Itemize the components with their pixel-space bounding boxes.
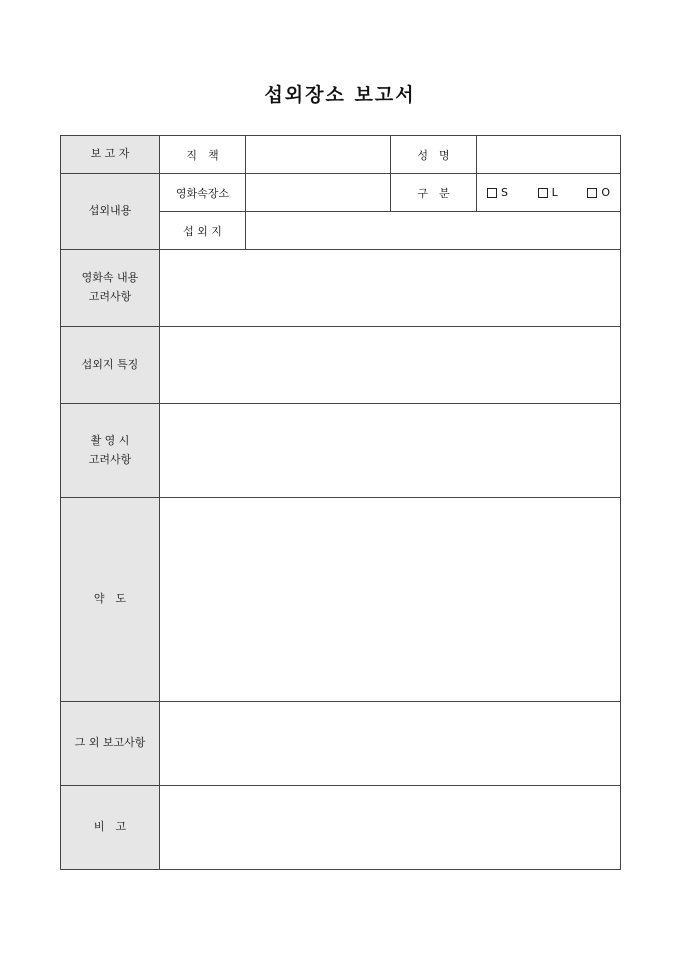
reporter-row [61, 136, 621, 174]
sketch-field[interactable] [160, 498, 621, 702]
shooting-row [61, 404, 621, 498]
other-report-field[interactable] [160, 702, 621, 786]
reporter-label: 보 고 자 [61, 136, 160, 174]
location-features-label: 섭외지 특징 [61, 327, 160, 404]
position-label: 직 책 [160, 136, 246, 174]
checkbox-l[interactable] [538, 188, 548, 198]
features-row [61, 327, 621, 404]
remarks-field[interactable] [160, 786, 621, 870]
report-form [60, 135, 621, 870]
sketch-row [61, 498, 621, 702]
division-options [477, 174, 621, 212]
option-o[interactable]: O [587, 186, 610, 199]
remarks-row [61, 786, 621, 870]
other-report-label: 그 외 보고사항 [61, 702, 160, 786]
scout-place-row [61, 174, 621, 212]
scout-location-label: 섭 외 지 [160, 212, 246, 250]
shooting-field[interactable] [160, 404, 621, 498]
location-features-field[interactable] [160, 327, 621, 404]
name-label: 성 명 [391, 136, 477, 174]
scout-location-field[interactable] [246, 212, 621, 250]
scout-content-label: 섭외내용 [61, 174, 160, 250]
checkbox-o[interactable] [587, 188, 597, 198]
name-field[interactable] [477, 136, 621, 174]
film-place-field[interactable] [246, 174, 391, 212]
film-content-label: 영화속 내용 고려사항 [61, 250, 160, 327]
shooting-label: 촬 영 시 고려사항 [61, 404, 160, 498]
division-label: 구 분 [391, 174, 477, 212]
position-field[interactable] [246, 136, 391, 174]
sketch-label: 약 도 [61, 498, 160, 702]
film-content-row [61, 250, 621, 327]
film-content-field[interactable] [160, 250, 621, 327]
page-title: 섭외장소 보고서 [264, 84, 416, 106]
checkbox-s[interactable] [487, 188, 497, 198]
option-l[interactable]: L [538, 186, 558, 199]
remarks-label: 비 고 [61, 786, 160, 870]
option-s[interactable]: S [487, 186, 508, 199]
other-row [61, 702, 621, 786]
film-place-label: 영화속장소 [160, 174, 246, 212]
